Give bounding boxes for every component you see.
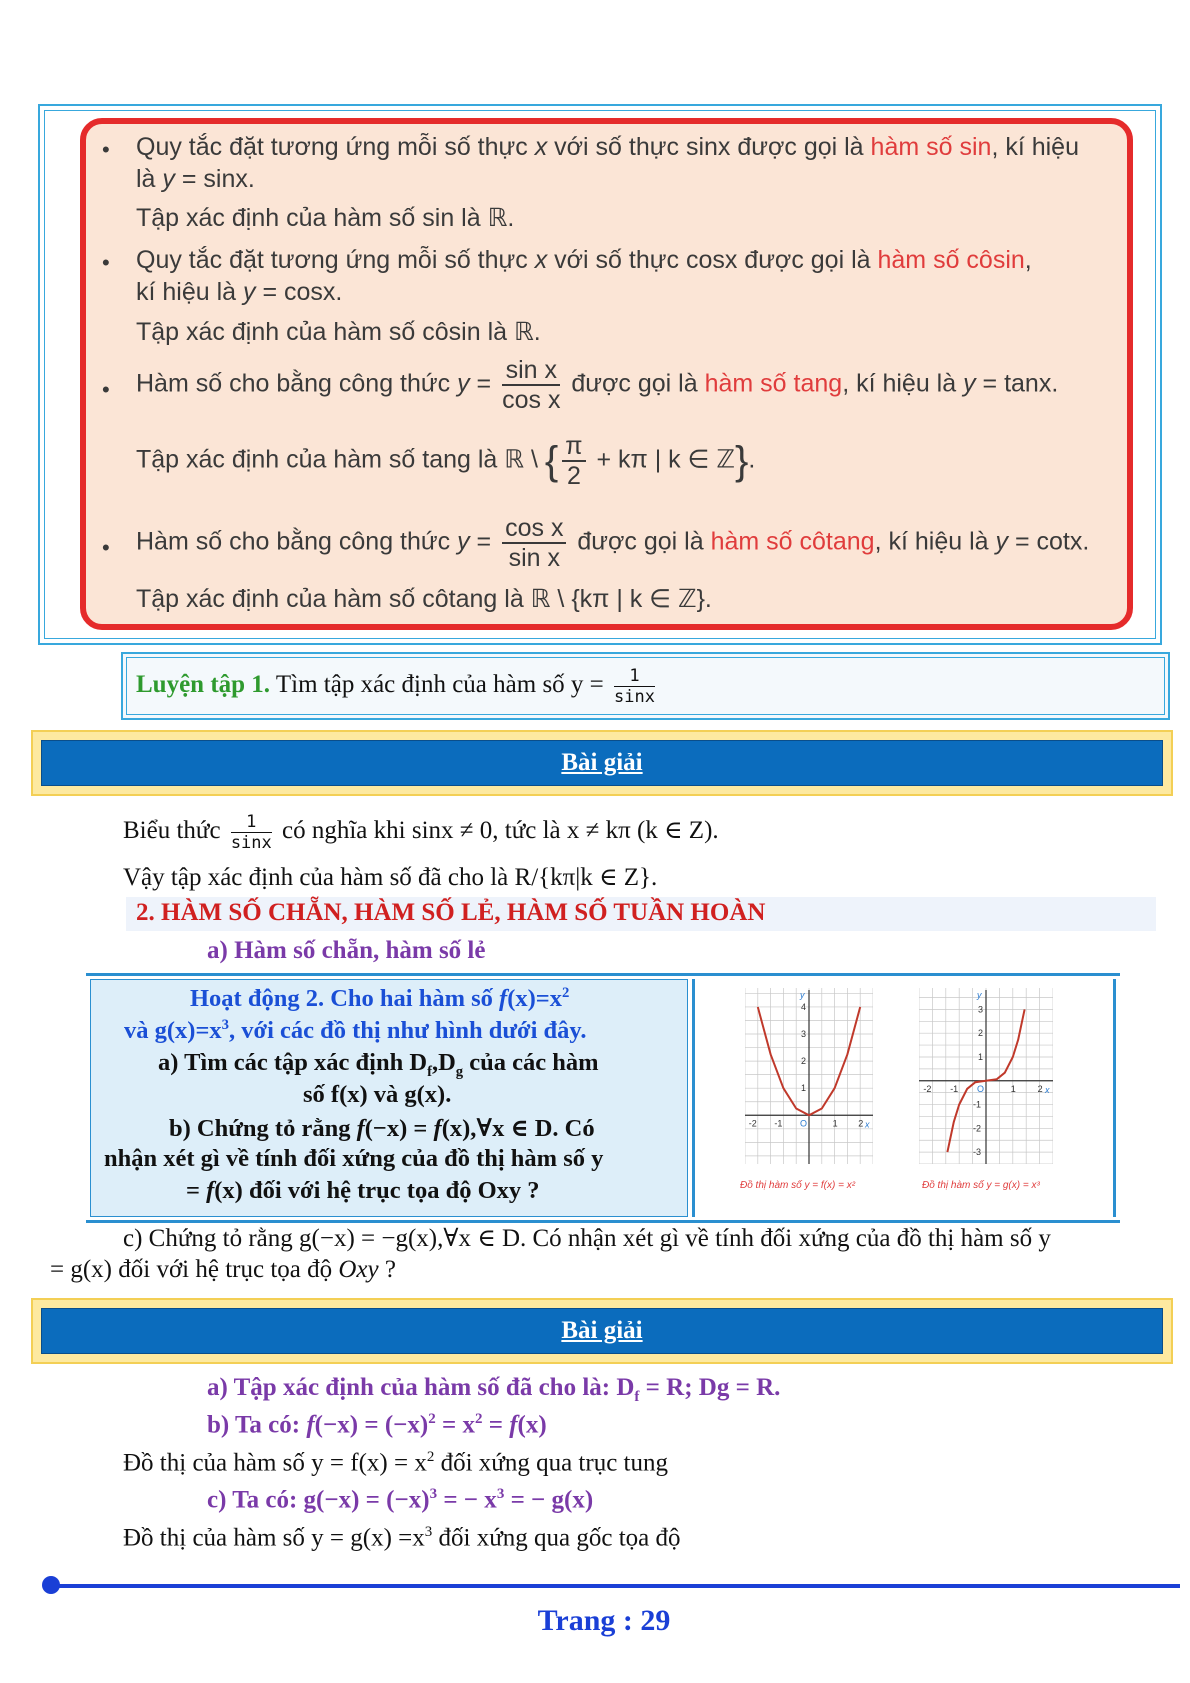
activity-line3: a) Tìm các tập xác định $D_f,D_g$ của các hàm: [158, 1049, 599, 1080]
solution2-c: c) Ta có: $g(-x) = (-x)^3$ = − $x^3$ = − g(x): [207, 1486, 594, 1514]
footer-dot: [42, 1576, 60, 1594]
def-cot-line: Hàm số cho bằng công thức y = $\frac{\text{cos x}}{\text{sin x}}$ được gọi là hàm số côtang, kí hiệu là y = cotx.: [136, 514, 1090, 572]
activity-line7: = f(x) đối với hệ trục tọa độ Oxy ?: [186, 1177, 540, 1204]
y-tick-label: 2: [978, 1028, 984, 1039]
caption-graph-1: Đồ thị hàm số y = f(x) = x²: [740, 1180, 856, 1191]
activity-line2: và $g(x)=x^3$, với các đồ thị như hình dưới đây.: [124, 1017, 587, 1045]
y-tick-label: 3: [801, 1029, 807, 1040]
x-tick-label: 2: [858, 1118, 864, 1129]
def-tan-domain: Tập xác định của hàm số tang là ℝ \ { $\frac{\pi}{2}$ + kπ | k ∈ ℤ}.: [136, 432, 756, 490]
x-tick-label: O: [800, 1118, 808, 1129]
x-tick-label: -2: [748, 1118, 757, 1129]
bullet-4: •: [102, 535, 110, 560]
y-axis-label: y: [977, 990, 982, 1000]
solution-banner-2-label: Bài giải: [561, 1317, 643, 1344]
y-axis-label: y: [800, 990, 805, 1000]
y-tick-label: -2: [973, 1123, 982, 1134]
def-tan-line: Hàm số cho bằng công thức y = $\frac{\text{sin x}}{\text{cos x}}$ được gọi là hàm số tang, kí hiệu là y = tanx.: [136, 356, 1059, 414]
section-2a-heading: a) Hàm số chẵn, hàm số lẻ: [207, 937, 486, 964]
activity-line5: b) Chứng tỏ rằng f(−x) = f(x),∀x ∈ D. Có: [169, 1115, 595, 1142]
x-axis-label: x: [1045, 1084, 1050, 1095]
solution2-b: b) Ta có: $f(-x) = (-x)^2 = x^2 = f(x)$: [207, 1411, 547, 1439]
activity-line4: số f(x) và g(x).: [303, 1081, 452, 1108]
section-2-heading: 2. HÀM SỐ CHẴN, HÀM SỐ LẺ, HÀM SỐ TUẦN HOÀN: [126, 897, 1156, 931]
y-tick-label: -3: [973, 1147, 982, 1158]
def-sin-domain: Tập xác định của hàm số sin là ℝ.: [136, 204, 515, 232]
activity-line6: nhận xét gì về tính đối xứng của đồ thị hàm số y: [104, 1145, 604, 1172]
x-tick-label: -2: [923, 1083, 932, 1094]
bullet-1: •: [102, 137, 110, 162]
bullet-3: •: [102, 377, 110, 402]
solution2-a: a) Tập xác định của hàm số đã cho là: $D_f = R$; Dg = R.: [207, 1374, 781, 1405]
def-sin-line1: Quy tắc đặt tương ứng mỗi số thực x với số thực sinx được gọi là hàm số sin, kí hiệu: [136, 133, 1079, 161]
activity-line1: Hoạt động 2. Cho hai hàm số $f(x)=x^2$: [190, 985, 570, 1013]
part-c-line1: c) Chứng tỏ rằng g(−x) = −g(x),∀x ∈ D. Có nhận xét gì về tính đối xứng của đồ thị hàm số y: [123, 1225, 1051, 1252]
x-tick-label: -1: [774, 1118, 783, 1129]
solution2-line3: Đồ thị của hàm số $y = f(x) = x^2$ đối xứng qua trục tung: [123, 1449, 668, 1477]
graph-x-cubed: [919, 988, 1053, 1164]
page-number: Trang : 29: [537, 1604, 671, 1637]
y-tick-label: 1: [978, 1051, 984, 1062]
x-tick-label: 2: [1037, 1083, 1043, 1094]
def-cos-line2: kí hiệu là y = cosx.: [136, 278, 343, 306]
graph-x-squared: [745, 988, 873, 1164]
y-tick-label: 1: [801, 1083, 807, 1094]
x-tick-label: O: [977, 1083, 985, 1094]
solution1-line2: Vậy tập xác định của hàm số đã cho là R/{kπ|k ∈ Z}.: [123, 864, 658, 891]
solution2-line5: Đồ thị của hàm số $y = g(x) =x^3$ đối xứng qua gốc tọa độ: [123, 1524, 681, 1552]
y-tick-label: 3: [978, 1004, 984, 1015]
solution-banner-1-label: Bài giải: [561, 749, 643, 776]
solution-banner-2: [31, 1298, 1173, 1364]
solution-banner-1: [31, 730, 1173, 796]
x-tick-label: 1: [1010, 1083, 1016, 1094]
def-cot-domain: Tập xác định của hàm số côtang là ℝ \ {kπ | k ∈ ℤ}.: [136, 585, 712, 613]
y-tick-label: -1: [973, 1099, 982, 1110]
x-tick-label: 1: [832, 1118, 838, 1129]
y-tick-label: 4: [801, 1001, 807, 1012]
solution1-line1: Biểu thức $\frac{1}{\sin x}$ có nghĩa khi sinx ≠ 0, tức là x ≠ kπ (k ∈ Z).: [123, 812, 719, 853]
x-tick-label: -1: [950, 1083, 959, 1094]
def-cos-line1: Quy tắc đặt tương ứng mỗi số thực x với số thực cosx được gọi là hàm số côsin,: [136, 246, 1032, 274]
part-c-line2: = g(x) đối với hệ trục tọa độ Oxy ?: [50, 1256, 396, 1283]
def-sin-line2: là y = sinx.: [136, 165, 255, 193]
def-cos-domain: Tập xác định của hàm số côsin là ℝ.: [136, 318, 541, 346]
bullet-2: •: [102, 250, 110, 275]
y-tick-label: 2: [801, 1056, 807, 1067]
footer-rule: [48, 1584, 1180, 1588]
caption-graph-2: Đồ thị hàm số y = g(x) = x³: [922, 1180, 1040, 1191]
practice-1: Luyện tập 1. Tìm tập xác định của hàm số y = $\frac{1}{\sin x}$: [136, 666, 655, 707]
x-axis-label: x: [865, 1119, 870, 1130]
